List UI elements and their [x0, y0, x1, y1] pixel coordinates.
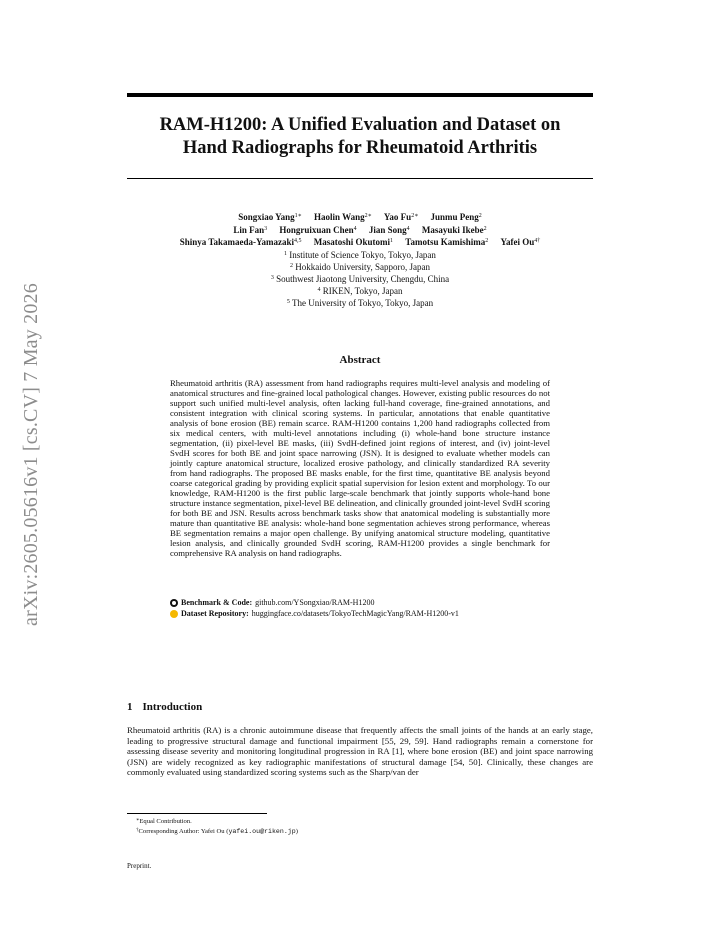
author: Shinya Takamaeda-Yamazaki$^{4,5}$ — [179, 237, 302, 247]
dataset-link[interactable]: huggingface.co/datasets/TokyoTechMagicYang/RAM-H1200-v1 — [251, 608, 459, 618]
footnote-equal: ∗Equal Contribution. — [136, 818, 192, 825]
author: Jian Song$^4$ — [368, 224, 410, 235]
code-label: Benchmark & Code: — [181, 598, 253, 607]
affiliation: $^4$ RIKEN, Tokyo, Japan — [317, 286, 403, 297]
footnote-corresponding: †Corresponding Author: Yafei Ou (yafei.ou@riken.jp) — [136, 827, 298, 835]
code-link-row — [170, 598, 570, 609]
author: Yao $Fu^{2∗}$ — [383, 212, 419, 222]
intro-paragraph: Rheumatoid arthritis (RA) is a chronic autoimmune disease that frequently affects the small joints of the hands at an early stage, leading to progressive structural damage and functional impairment [55, 29, 59]. Hand radiographs remain a cornerstone for assessing disease severity and monitoring longitudinal progression in RA [1], where bone erosion (BE) and joint space narrowing (JSN) are widely recognized as key radiographic manifestations of structural damage [54, 50]. Clinically, these changes are commonly evaluated using standardized scoring systems such as the Sharp/van der — [127, 725, 593, 778]
author: Lin Fan$^3$ — [233, 224, 268, 235]
affiliations — [100, 249, 620, 310]
resource-links — [170, 598, 570, 619]
author-row-2 — [100, 224, 620, 237]
affiliation: $^2$ Hokkaido University, Sapporo, Japan — [290, 261, 430, 272]
author: Hongruixuan Chen$^4$ — [279, 224, 357, 235]
author: Tamotsu Kamishima$^2$ — [405, 237, 489, 247]
footnote-rule — [127, 813, 267, 814]
section-number: 1 — [127, 701, 133, 713]
affiliation: $^1$ Institute of Science Tokyo, Tokyo, Japan — [284, 249, 436, 260]
author: Songxiao Yang$^{1∗}$ — [238, 212, 302, 222]
arxiv-stamp — [20, 262, 42, 646]
affiliation: $^5$ The University of Tokyo, Tokyo, Japan — [286, 298, 434, 309]
title-rule-top — [127, 93, 593, 97]
dataset-link-row — [170, 609, 570, 620]
author: Haolin Wang$^{2∗}$ — [313, 212, 372, 222]
arxiv-id: arXiv:2605.05616v1 [cs.CV] 7 May 2026 — [19, 282, 42, 626]
preprint-label: Preprint. — [127, 862, 152, 870]
huggingface-icon — [170, 610, 178, 618]
abstract-heading: Abstract — [339, 354, 381, 366]
author: Junmu Peng$^2$ — [430, 212, 482, 222]
title-line-2: Hand Radiographs for Rheumatoid Arthritis — [182, 138, 538, 158]
author-block — [100, 211, 620, 310]
author-row-1 — [100, 211, 620, 224]
footnotes — [136, 817, 298, 837]
section-heading — [127, 701, 202, 713]
author: Masatoshi Okutomi$^1$ — [313, 237, 394, 247]
code-link[interactable]: github.com/YSongxiao/RAM-H1200 — [255, 598, 375, 607]
dataset-label: Dataset Repository: — [181, 608, 249, 618]
author: Yafei $Ou^{4\dagger}$ — [500, 237, 541, 247]
section-title: Introduction — [142, 701, 203, 713]
abstract-text: Rheumatoid arthritis (RA) assessment from hand radiographs requires multi-level analysis and modeling of anatomical structures and fine-grained local pathological changes. However, existing public resources do not support such unified multi-level analysis, often lacking full-hand coverage, fine-grained annotations, and consistent integration with clinical scoring systems. In particular, annotations that enable quantitative analysis of bone erosion (BE) remain scarce. RAM-H1200 contains 1,200 hand radiographs collected from six medical centers, with multi-level annotations including (i) whole-hand bone structure instance segmentation, (ii) pixel-level BE masks, (iii) SvdH-defined joint regions of interest, and (iv) joint-level SvdH scores for both BE and joint space narrowing (JSN). It is designed to evaluate whether models can jointly capture anatomical structure, localized erosive pathology, and clinically standardized RA severity from hand radiographs. The proposed BE masks enable, for the first time, quantitative BE analysis beyond coarse categorical grading by providing explicit spatial supervision for lesion extent and morphology. To our knowledge, RAM-H1200 is the first public large-scale benchmark that jointly supports whole-hand bone structure instance segmentation, pixel-level BE delineation, and clinically grounded joint-level SvdH scoring for both BE and JSN. Results across benchmark tasks show that anatomical modeling is substantially more mature than quantitative BE analysis: whole-hand bone segmentation achieves strong performance, whereas BE segmentation remains a major open challenge. By unifying anatomical structure modeling, quantitative lesion analysis, and clinically grounded SvdH scoring, RAM-H1200 provides a single benchmark for comprehensive RA analysis on hand radiographs. — [170, 378, 550, 558]
github-icon — [170, 599, 178, 607]
title-line-1: RAM-H1200: A Unified Evaluation and Dataset on — [159, 115, 561, 135]
paper-title — [127, 114, 593, 160]
title-rule-bottom — [127, 178, 593, 179]
corresponding-email[interactable]: yafei.ou@riken.jp — [228, 827, 296, 835]
affiliation: $^3$ Southwest Jiaotong University, Chengdu, China — [270, 273, 450, 284]
author: Masayuki Ikebe$^2$ — [421, 224, 487, 235]
author-row-3 — [100, 236, 620, 249]
